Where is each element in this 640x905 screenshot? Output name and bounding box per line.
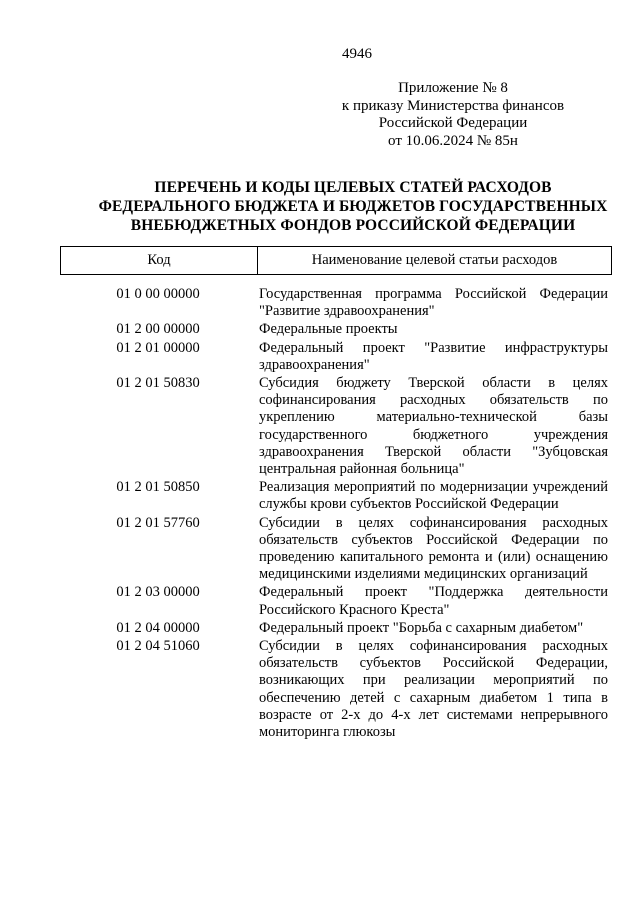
table-row xyxy=(60,375,612,478)
row-code: 01 2 01 00000 xyxy=(116,339,200,356)
row-name: Федеральный проект "Развитие инфраструктуры здравоохранения" xyxy=(259,339,608,373)
table-row xyxy=(60,620,612,637)
row-code: 01 2 00 00000 xyxy=(116,321,200,338)
table-row xyxy=(60,479,612,513)
table-row xyxy=(60,286,612,320)
row-code: 01 2 01 50850 xyxy=(116,479,200,496)
title-line-2: ФЕДЕРАЛЬНОГО БЮДЖЕТА И БЮДЖЕТОВ ГОСУДАРСТВЕННЫХ xyxy=(98,198,608,215)
header-code: Код xyxy=(61,247,258,274)
table-row xyxy=(60,321,612,338)
table-row xyxy=(60,584,612,618)
appendix-line-3: Российской Федерации xyxy=(378,115,528,131)
appendix-line-4: от 10.06.2024 № 85н xyxy=(388,132,518,149)
page-number: 4946 xyxy=(342,46,372,62)
table-body xyxy=(60,286,612,742)
title-line-3: ВНЕБЮДЖЕТНЫХ ФОНДОВ РОССИЙСКОЙ ФЕДЕРАЦИИ xyxy=(130,217,576,234)
row-name: Государственная программа Российской Федерации "Развитие здравоохранения" xyxy=(259,286,608,320)
appendix-block xyxy=(320,80,586,150)
row-name: Федеральный проект "Поддержка деятельности Российского Красного Креста" xyxy=(259,584,608,618)
table-row xyxy=(60,638,612,741)
row-code: 01 2 01 50830 xyxy=(116,375,200,392)
row-name: Субсидии в целях софинансирования расходных обязательств субъектов Российской Федерации по проведению капитального ремонта и (или) оснащению медицинскими изделиями медицинских организаций xyxy=(259,514,608,583)
table-row xyxy=(60,515,612,584)
row-code: 01 0 00 00000 xyxy=(116,286,200,302)
row-code: 01 2 03 00000 xyxy=(116,584,200,601)
table-header xyxy=(60,246,612,275)
title-line-1: ПЕРЕЧЕНЬ И КОДЫ ЦЕЛЕВЫХ СТАТЕЙ РАСХОДОВ xyxy=(154,179,552,196)
header-name: Наименование целевой статьи расходов xyxy=(311,252,558,268)
row-name: Реализация мероприятий по модернизации учреждений службы крови субъектов Российской Федерации xyxy=(259,479,608,513)
document-title xyxy=(40,178,640,235)
row-name: Субсидия бюджету Тверской области в целях софинансирования расходных обязательств по укреплению материально-технической базы государственного бюджетного учреждения здравоохранения Тверской области "Зубцовская центральная районная больница" xyxy=(259,375,608,478)
appendix-line-1: Приложение № 8 xyxy=(398,80,508,96)
table-row xyxy=(60,340,612,374)
row-code: 01 2 04 00000 xyxy=(116,619,200,636)
row-name: Федеральные проекты xyxy=(259,321,398,338)
row-name: Федеральный проект "Борьба с сахарным диабетом" xyxy=(259,619,584,636)
row-code: 01 2 04 51060 xyxy=(116,638,200,655)
row-code: 01 2 01 57760 xyxy=(116,514,200,531)
appendix-line-2: к приказу Министерства финансов xyxy=(341,97,565,114)
row-name: Субсидии в целях софинансирования расходных обязательств субъектов Российской Федерации, возникающих при реализации мероприятий по обеспечению детей с сахарным диабетом 1 типа в возрасте от 2-х до 4-х лет системами непрерывного мониторинга глюкозы xyxy=(259,638,608,741)
